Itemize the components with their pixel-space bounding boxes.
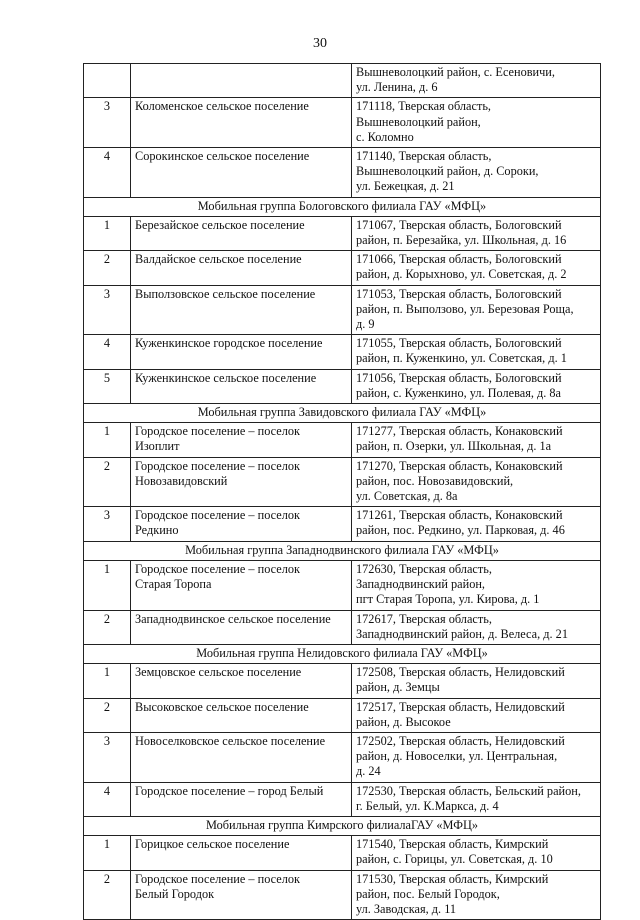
table-row (84, 698, 601, 732)
settlement-cell (131, 610, 352, 644)
table-row (84, 664, 601, 698)
address-line: д. 24 (356, 764, 381, 779)
address-line: 172530, Тверская область, Бельский район, (356, 783, 581, 798)
settlement-name-line: Городское поселение – поселок (135, 458, 300, 473)
address-line: ул. Ленина, д. 6 (356, 80, 438, 95)
address-line: район, пос. Белый Городок, (356, 886, 500, 901)
table-row (84, 507, 601, 541)
settlement-cell (131, 369, 352, 403)
address-line: район, с. Куженкино, ул. Полевая, д. 8а (356, 385, 562, 400)
address-line: 171270, Тверская область, Конаковский (356, 458, 563, 473)
table-row (84, 457, 601, 507)
address-cell (352, 664, 601, 698)
address-line: 171118, Тверская область, (356, 99, 492, 114)
settlement-name-line: Валдайское сельское поселение (135, 252, 302, 267)
settlement-cell (131, 457, 352, 507)
settlement-name-line: Городское поселение – поселок (135, 561, 300, 576)
settlement-name-line: Старая Торопа (135, 577, 212, 592)
settlement-cell (131, 664, 352, 698)
settlement-cell (131, 507, 352, 541)
address-line: ул. Бежецкая, д. 21 (356, 179, 455, 194)
row-number: 2 (84, 610, 131, 644)
row-number: 3 (84, 732, 131, 782)
address-cell (352, 836, 601, 870)
address-cell (352, 560, 601, 610)
settlement-name-line: Выползовское сельское поселение (135, 286, 316, 301)
group-header-row (84, 404, 601, 423)
settlement-cell (131, 560, 352, 610)
settlement-cell (131, 251, 352, 285)
row-number: 1 (84, 836, 131, 870)
row-number: 1 (84, 216, 131, 250)
row-number: 4 (84, 335, 131, 369)
address-cell (352, 216, 601, 250)
settlement-name-line: Городское поселение – поселок (135, 424, 300, 439)
table-row (84, 610, 601, 644)
table-row (84, 423, 601, 457)
row-number: 2 (84, 457, 131, 507)
address-line: 171055, Тверская область, Бологовский (356, 336, 562, 351)
address-line: д. 9 (356, 317, 375, 332)
settlement-cell (131, 148, 352, 198)
settlement-cell (131, 870, 352, 920)
address-cell (352, 335, 601, 369)
row-number (84, 64, 131, 98)
group-header-row (84, 197, 601, 216)
address-line: 172502, Тверская область, Нелидовский (356, 733, 565, 748)
address-cell (352, 64, 601, 98)
address-cell (352, 507, 601, 541)
group-title: Мобильная группа Завидовского филиала ГАУ «МФЦ» (84, 404, 601, 423)
settlement-name-line: Белый Городок (135, 886, 215, 901)
settlement-name-line: Сорокинское сельское поселение (135, 149, 310, 164)
address-line: район, д. Новоселки, ул. Центральная, (356, 749, 558, 764)
address-cell (352, 423, 601, 457)
address-line: с. Коломно (356, 129, 414, 144)
settlement-name-line: Новозавидовский (135, 473, 228, 488)
address-line: 172630, Тверская область, (356, 561, 492, 576)
table-row (84, 782, 601, 816)
group-header-row (84, 816, 601, 835)
address-line: район, п. Озерки, ул. Школьная, д. 1а (356, 439, 552, 454)
page-number: 30 (313, 36, 327, 51)
address-line: ул. Советская, д. 8а (356, 489, 458, 504)
row-number: 3 (84, 507, 131, 541)
address-line: ул. Заводская, д. 11 (356, 901, 457, 916)
row-number: 2 (84, 698, 131, 732)
settlement-name-line: Городское поселение – поселок (135, 871, 300, 886)
row-number: 3 (84, 98, 131, 148)
settlement-name-line: Куженкинское сельское поселение (135, 370, 317, 385)
table-row (84, 732, 601, 782)
address-line: 171530, Тверская область, Кимрский (356, 871, 549, 886)
address-line: пгт Старая Торопа, ул. Кирова, д. 1 (356, 592, 540, 607)
address-cell (352, 369, 601, 403)
table-row (84, 335, 601, 369)
group-title: Мобильная группа Кимрского филиалаГАУ «МФЦ» (84, 816, 601, 835)
row-number: 1 (84, 664, 131, 698)
address-line: 171066, Тверская область, Бологовский (356, 252, 562, 267)
table-row (84, 148, 601, 198)
address-line: 171140, Тверская область, (356, 149, 492, 164)
group-title: Мобильная группа Бологовского филиала ГАУ «МФЦ» (84, 197, 601, 216)
address-line: район, п. Выползово, ул. Березовая Роща, (356, 301, 574, 316)
table-body (84, 64, 601, 920)
address-line: 171277, Тверская область, Конаковский (356, 424, 563, 439)
address-line: 171540, Тверская область, Кимрский (356, 837, 549, 852)
address-line: район, д. Высокое (356, 714, 451, 729)
address-cell (352, 251, 601, 285)
table-row (84, 64, 601, 98)
settlement-cell (131, 216, 352, 250)
address-line: 172508, Тверская область, Нелидовский (356, 665, 565, 680)
address-line: район, п. Березайка, ул. Школьная, д. 16 (356, 233, 567, 248)
group-header-row (84, 644, 601, 663)
settlement-name-line: Куженкинское городское поселение (135, 336, 323, 351)
address-cell (352, 870, 601, 920)
settlement-name-line: Городское поселение – поселок (135, 508, 300, 523)
settlement-cell (131, 98, 352, 148)
address-line: 172617, Тверская область, (356, 611, 492, 626)
settlement-cell (131, 285, 352, 335)
row-number: 2 (84, 870, 131, 920)
address-line: Западнодвинский район, д. Велеса, д. 21 (356, 626, 568, 641)
address-line: район, пос. Редкино, ул. Парковая, д. 46 (356, 523, 565, 538)
settlement-cell (131, 732, 352, 782)
address-line: Вышневолоцкий район, с. Есеновичи, (356, 65, 555, 79)
address-line: район, п. Куженкино, ул. Советская, д. 1 (356, 351, 567, 366)
address-cell (352, 610, 601, 644)
table-row (84, 836, 601, 870)
address-cell (352, 732, 601, 782)
mobile-groups-table (83, 63, 601, 920)
address-line: район, д. Земцы (356, 680, 440, 695)
table-row (84, 98, 601, 148)
table-row (84, 216, 601, 250)
settlement-name-line: Изоплит (135, 439, 180, 454)
settlement-cell (131, 423, 352, 457)
address-cell (352, 98, 601, 148)
settlement-name-line: Городское поселение – город Белый (135, 783, 324, 798)
group-title: Мобильная группа Западнодвинского филиала ГАУ «МФЦ» (84, 541, 601, 560)
address-line: 171056, Тверская область, Бологовский (356, 370, 562, 385)
address-line: Вышневолоцкий район, (356, 114, 481, 129)
table-row (84, 285, 601, 335)
settlement-name-line: Новоселковское сельское поселение (135, 733, 326, 748)
settlement-cell (131, 836, 352, 870)
settlement-name-line: Западнодвинское сельское поселение (135, 611, 331, 626)
settlement-cell (131, 335, 352, 369)
settlement-cell (131, 64, 352, 98)
group-header-row (84, 541, 601, 560)
address-line: 171067, Тверская область, Бологовский (356, 217, 562, 232)
row-number: 1 (84, 423, 131, 457)
settlement-name-line: Редкино (135, 523, 179, 538)
row-number: 2 (84, 251, 131, 285)
table-row (84, 251, 601, 285)
address-line: г. Белый, ул. К.Маркса, д. 4 (356, 798, 499, 813)
address-line: 172517, Тверская область, Нелидовский (356, 699, 565, 714)
settlement-name-line: Коломенское сельское поселение (135, 99, 309, 114)
group-title: Мобильная группа Нелидовского филиала ГАУ «МФЦ» (84, 644, 601, 663)
settlement-cell (131, 698, 352, 732)
address-line: Вышневолоцкий район, д. Сороки, (356, 164, 539, 179)
settlement-name-line: Горицкое сельское поселение (135, 837, 290, 852)
address-cell (352, 285, 601, 335)
table-row (84, 560, 601, 610)
address-line: район, д. Корыхново, ул. Советская, д. 2 (356, 267, 567, 282)
address-cell (352, 148, 601, 198)
address-line: район, пос. Новозавидовский, (356, 473, 514, 488)
settlement-cell (131, 782, 352, 816)
address-line: район, с. Горицы, ул. Советская, д. 10 (356, 852, 553, 867)
address-cell (352, 457, 601, 507)
address-line: Западнодвинский район, (356, 577, 486, 592)
address-line: 171053, Тверская область, Бологовский (356, 286, 562, 301)
row-number: 4 (84, 148, 131, 198)
table-row (84, 870, 601, 920)
row-number: 4 (84, 782, 131, 816)
row-number: 3 (84, 285, 131, 335)
row-number: 1 (84, 560, 131, 610)
table-row (84, 369, 601, 403)
address-line: 171261, Тверская область, Конаковский (356, 508, 563, 523)
row-number: 5 (84, 369, 131, 403)
address-cell (352, 698, 601, 732)
settlement-name-line: Березайское сельское поселение (135, 217, 305, 232)
settlement-name-line: Высоковское сельское поселение (135, 699, 309, 714)
address-cell (352, 782, 601, 816)
settlement-name-line: Земцовское сельское поселение (135, 665, 302, 680)
